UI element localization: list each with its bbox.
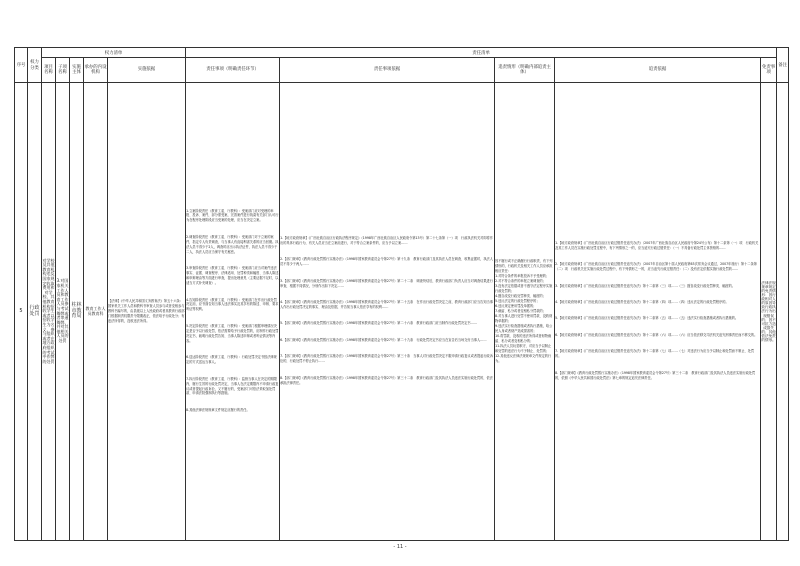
- row-duty-items: [186, 83, 280, 541]
- duty-basis-item: 5.【部门规章】《教育行政处罚暂行实施办法》（1998年国家教育委员会令第27号）第二十六条 教育行政部门应当制作行政处罚决定书……: [280, 321, 477, 326]
- header-duty-items: 责任事项（明确责任环节）: [186, 58, 280, 83]
- accountability-basis-item: 7.【地方政府规章】《广西壮族自治区行政过错责任追究办法》第十二条第（七）项……（七）对违法行为应当予以制止和处罚而不制止、处罚的。: [555, 349, 755, 359]
- header-row-2: [15, 58, 789, 83]
- page-number: - 11 -: [393, 544, 407, 550]
- header-power-category: 权力分类: [28, 48, 42, 83]
- accountability-basis-item: 6.【地方政府规章】《广西壮族自治区行政过错责任追究办法》第十二条第（六）项……（六）应当依法移交司法机关追究刑事责任而不移交的。: [555, 332, 758, 337]
- row-impl-basis: 【法律】《中华人民共和国义务教育法》第五十六条：国家机关工作人员和教科书审查人员参与或者变相参与教科书编写的，由县级以上人民政府或者其教育行政部门根据职责权限责令限期改正，依法给予行政处分；有违法所得的，没收违法所得。: [108, 83, 186, 541]
- duty-basis-item: 2.【部门规章】《教育行政处罚暂行实施办法》（1998年国家教育委员会令第27号）第十九条 教育行政部门及其执法人员在调查、收集证据时，执法人员不得少于两人……: [280, 257, 493, 267]
- power-duty-table: [14, 47, 789, 541]
- header-power-list: 权力清单: [42, 48, 186, 58]
- accountability-basis-item: 3.【地方政府规章】《广西壮族自治区行政过错责任追究办法》第十二条第（三）项……（三）擅自改变行政处罚种类、幅度的。: [555, 283, 735, 288]
- duty-basis-item: 1.【地方政府规章】《广西壮族自治区行政执法程序规定》（1998年广西壮族自治区人民政府令第13号）第二十七条第（一）项 行政执法机关对即将作出的具体行政行为，有关人员应当在立案前进行，对于符合立案条件的，应当予以立案……: [280, 235, 493, 245]
- duty-item: 3.审查阶段责任（教育工委、厅教科）：受案部门应当对案件违法事实、证据、调查程序、法律适用、处罚种类和幅度、当事人陈述和申辩理由等方面进行审查，提出处理意见（主要证据不足时，以适当方式补充调查）。: [186, 266, 279, 286]
- header-internal-org: 承办的内设机构: [84, 58, 108, 83]
- accountability-basis-item: 1.【地方政府规章】《广西壮族自治区行政过错责任追究办法》（2007年广西壮族自治区人民政府令第24号公布）第十二条第（一）项 行政机关及其工作人员在实施行政处罚过程中，有下列情形之一的，应当追究行政过错责任：（一）不具备行政处罚主体资格的……: [555, 240, 759, 250]
- row-seq: 5: [15, 83, 28, 541]
- duty-basis-item: 4.【部门规章】《教育行政处罚暂行实施办法》（1998年国家教育委员会令第27号）第二十五条 在作出行政处罚决定之前，教育行政部门应当告知当事人作出行政处罚决定的事实、理由及依据，并告知当事人依法享有的权利……: [280, 300, 493, 309]
- row-impl-subject: 柱林市教育局: [70, 83, 84, 541]
- header-row-1: [15, 48, 789, 58]
- row-accountability-basis: [555, 83, 761, 541]
- row-subitem-name: 3.对国家机关工作人员和教育工作人员参与考试舞弊或者串通舞弊、并对其他相关人员的处罚: [56, 83, 70, 541]
- duty-item: 1.立案阶段责任（教育工委、厅教科）：受案部门应对受理的举报、投诉、案件，部分需受案，完善案件进行线索有关部门认可行为在程序处理阶段应当受案的处理，应当在决定立案。: [186, 208, 279, 223]
- duty-basis-item: 7.【部门规章】《教育行政处罚暂行实施办法》（1998年国家教育委员会令第27号）第三十条 当事人对行政处罚决定不服申请行政复议或者提起行政诉讼的，行政处罚不停止执行……: [280, 354, 493, 364]
- header-remarks: 备注: [777, 48, 789, 83]
- duty-item: 4.告知阶段责任（教育工委、厅教科）：受案部门在作出行政处罚决定前，应书面告知当事人违法事实及其享有的陈述、申辩、要求听证等权利。: [186, 297, 279, 312]
- duty-basis-item: 8.【部门规章】《教育行政处罚暂行实施办法》（1998年国家教育委员会令第27号）第三十二条 教育行政部门及其执法人员违法实施行政处罚的，依法承担法律责任。: [280, 375, 493, 385]
- header-impl-basis: 实施依据: [108, 58, 186, 83]
- header-duty-basis: 责任事项依据: [280, 58, 495, 83]
- accountability-basis-item: 4.【地方政府规章】《广西壮族自治区行政过错责任追究办法》第十二条第（四）项……（四）违反法定的行政处罚程序的。: [555, 300, 729, 304]
- accountability-basis-item: 8.【部门规章】《教育行政处罚暂行实施办法》（1998年国家教育委员会令第27号）第三十二条 教育行政部门及其执法人员违法实施行政处罚的，依照《中华人民共和国行政处罚法》第七章的规定追究法律责任。: [555, 370, 756, 380]
- row-internal-org: 教育工作人员教育科: [84, 83, 108, 541]
- row-category: 行政处罚: [28, 83, 42, 541]
- row-exempt-items: 法律法规规章规定的免责情形：因行政相对人的原因导致行政执法行为出现错误的；因不可抗力造成损失的；其他依法免责的情形。: [761, 83, 777, 541]
- duty-item: 2.调查阶段责任（教育工委、厅教科）：受案部门对于立案的案件，指定专人负责调查，与当事人有直接利害关系的应当回避。执法人员不得少于2人，调查时应出示执法证件，执法人员不得少于二人，执法人员应当保守有关秘密。: [186, 234, 279, 254]
- accountability-basis-item: 5.【地方政府规章】《广西壮族自治区行政过错责任追究办法》第十二条第（五）项……（五）违法实行检查措施或者执行措施的。: [555, 316, 739, 321]
- header-accountability-subject: 追责情形（明确内部追责主体）: [495, 58, 555, 83]
- duty-basis-item: 3.【部门规章】《教育行政处罚暂行实施办法》（1998年国家教育委员会令第27号）第二十二条 调查终结后，教育行政部门负责人应当对调查结果进行审查，根据不同情况，分别作出如下决定……: [280, 278, 493, 288]
- duty-item: 7.执行阶段责任（教育工委、厅教科）：监督当事人在决定的期限内，履行生效的行政处罚决定，当事人在法定期限内不申请行政复议或者提起行政诉讼，又不履行的，受案部门可依法采取加处罚款、申请法院强制执行等措施。: [186, 376, 279, 396]
- header-seq: 序号: [15, 48, 28, 83]
- header-duty-list: 责任清单: [186, 48, 777, 58]
- duty-basis-item: 6.【部门规章】《教育行政处罚暂行实施办法》（1998年国家教育委员会令第27号）第二十九条 行政处罚决定书应当在宣告后当场交付当事人……: [280, 337, 487, 342]
- header-impl-subject: 实施主体: [70, 58, 84, 83]
- header-item-name: 项目名称: [42, 58, 56, 83]
- header-accountability-basis: 追责依据: [555, 58, 761, 83]
- row-remarks: [777, 83, 789, 541]
- header-subitem-name: 子项名称: [56, 58, 70, 83]
- duty-item: 6.送达阶段责任（教育工委、厅教科）：行政处罚决定书按法律规定的方式送达当事人。: [186, 355, 277, 365]
- row-duty-basis: [280, 83, 495, 541]
- header-exempt-items: 免责事项: [761, 58, 777, 83]
- duty-item: 5.决定阶段责任（教育工委、厅教科）：受案部门根据审理情况决定是否予以行政处罚，依法需要给予行政处罚的，应制作行政处罚决定书，载明行政处罚告知、当事人陈述申辩或者听证情况等内容。: [186, 323, 279, 343]
- accountability-basis-item: 2.【地方政府规章】《广西壮族自治区行政过错责任追究办法》（2007年自治区第十届人民政府第63次常务会议通过，2007年施行）第十二条第（二）项 行政机关在实施行政处罚过程中，有下列情形之一的，应当追究行政过错责任：（二）没有法定依据实施行政处罚的……: [555, 262, 757, 272]
- duty-item: 8.其他法律法规规章文件规定应履行的责任。: [186, 407, 250, 412]
- table-row: [15, 83, 789, 541]
- row-item-name: 对学校及其他教育机构违反国家规定收取费用和对学校、其他教育机构招收学生或者以招收学生为名义，参与组织或者在地方政府组织的考试中作弊的处罚: [42, 83, 56, 541]
- row-accountability-cases: 因不履行或不正确履行行政职责，有下列情形的，行政机关及相关工作人员应承担相应责任： 1.对符合条件的举报投诉不予受理的； 2.对不符合条件的举报立案调查的； 3.没有法定依据或者不遵守法定程序实施行政处罚的； 4.擅自改变行政处罚种类、幅度的； 5.违反法定的行政处罚程序的； 6.违反规定使用罚没单据的； 7.截留、私分或者变相私分罚款的； 8.对当事人进行处罚不使用罚款、没收财物单据的； 9.违法实行检查措施或者执行措施，给公民人身或者财产造成损害的； 10.将罚款、没收的违法所得或者财物截留、私分或者变相私分的； 11.执法人员玩忽职守，对应当予以制止和处罚的违法行为不予制止、处罚的； 12.其他违反法律法规规章文件规定的行为。: [495, 83, 555, 541]
